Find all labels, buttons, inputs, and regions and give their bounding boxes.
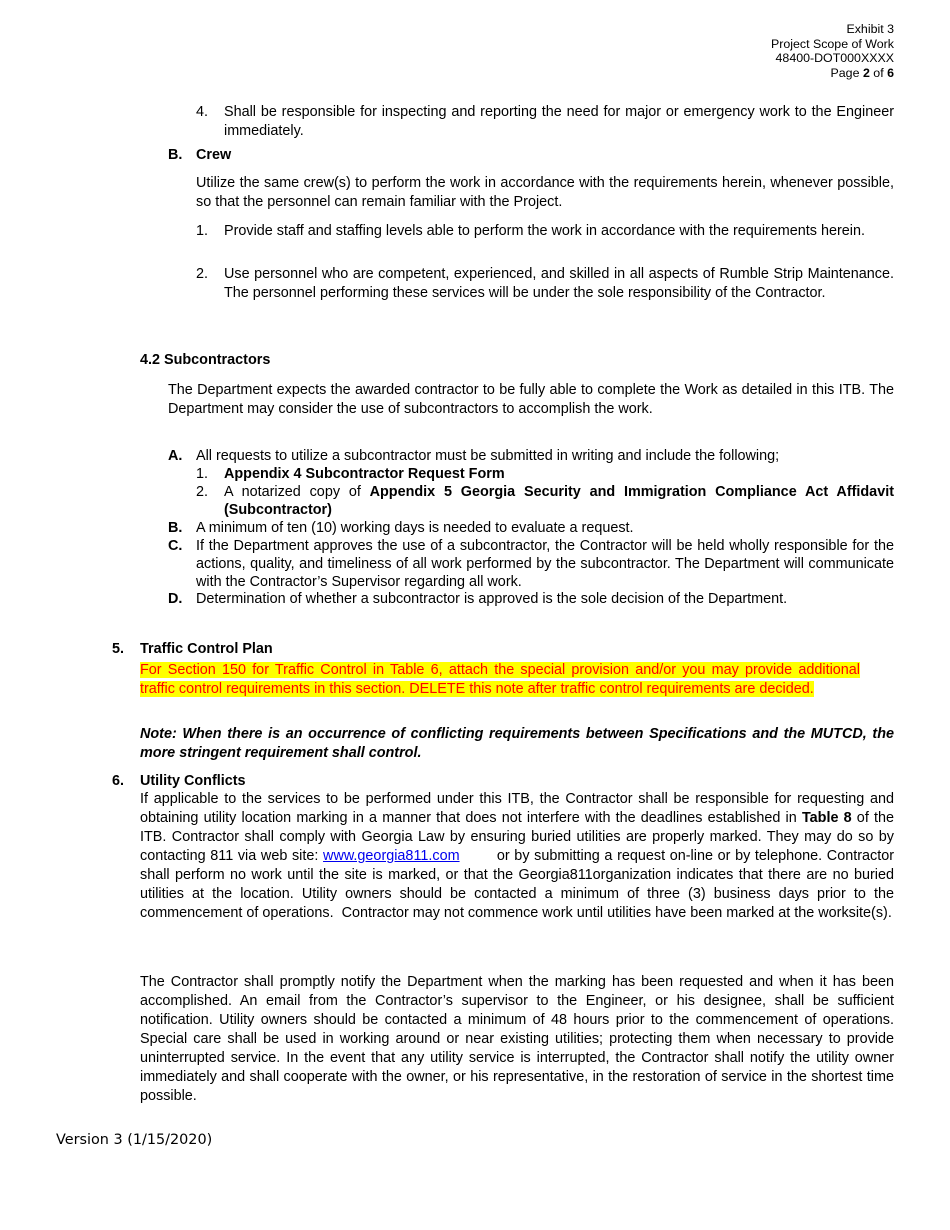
traffic-number: 5. [112,641,125,657]
utility-paragraph-2: The Contractor shall promptly notify the Department when the marking has been requested and when it has been accomplished. An email from the Contractor’s supervisor to the Engineer, or his designee, shall be sufficient notification. Utility owners should be contacted a minimum of 48 hours prior to the commencement of operations. Special care shall be used in working around or near existing utilities; protecting them when necessary to provide uninterrupted service. In the event that any utility service is interrupted, the Contractor shall notify the utility owner immediately and shall cooperate with the owner, or his representative, in the restoration of service in the shortest time possible. [140,974,894,1104]
sub-a-text: All requests to utilize a subcontractor must be submitted in writing and include the following; [196,448,780,464]
sub-b-text: A minimum of ten (10) working days is needed to evaluate a request. [196,520,634,536]
subcontractors-intro: The Department expects the awarded contractor to be fully able to complete the Work as detailed in this ITB. The Department may consider the use of subcontractors to accomplish the work. [168,382,894,417]
crew-item-1-text: Provide staff and staffing levels able to perform the work in accordance with the requirements herein. [224,223,865,239]
traffic-mutcd-note: Note: When there is an occurrence of conflicting requirements between Specifications and the MUTCD, the more stringent requirement shall control. [140,726,894,761]
crew-item-1-number: 1. [196,223,209,239]
sub-a2-text: A notarized copy of Appendix 5 Georgia Security and Immigration Compliance Act Affidavit (Subcontractor) [224,484,894,518]
traffic-highlight-note: For Section 150 for Traffic Control in Table 6, attach the special provision and/or you may provide additional traffic control requirements in this section. DELETE this note after traffic control requirements are decided. [140,662,860,697]
georgia811-link[interactable]: www.georgia811.com [323,848,460,864]
sub-c-text: If the Department approves the use of a subcontractor, the Contractor will be held wholly responsible for the actions, quality, and timeliness of all work performed by the subcontractor. The Department will communicate with the Contractor’s Supervisor regarding all work. [196,538,894,590]
sub-a-letter: A. [168,448,183,464]
sub-a2-number: 2. [196,484,209,500]
subcontractors-heading: 4.2 Subcontractors [140,352,271,368]
crew-heading: Crew [196,147,232,163]
header-page-number: Page 2 of 6 [830,65,894,80]
crew-item-2-number: 2. [196,266,209,282]
header-exhibit: Exhibit 3 [846,22,894,36]
sub-a1-text: Appendix 4 Subcontractor Request Form [224,466,505,482]
header-title: Project Scope of Work [770,36,894,51]
utility-paragraph-1: If applicable to the services to be performed under this ITB, the Contractor shall be responsible for requesting and obtaining utility location marking in a manner that does not interfere with the deadlines established in Table 8 of the ITB. Contractor shall comply with Georgia Law by ensuring buried utilities are properly marked. They may do so by contacting 811 via web site: www.georgia811.com or by submitting a request on-line or by telephone. Contractor shall perform no work until the site is marked, or that the Georgia811organization indicates that there are no buried utilities at the location. Utility owners should be contacted a minimum of three (3) business days prior to the commencement of operations. Contractor may not commence work until utilities have been marked at the worksite(s). [140,791,898,921]
crew-item-2-text: Use personnel who are competent, experienced, and skilled in all aspects of Rumble Strip Maintenance. The personnel performing these services will be under the sole responsibility of the Contractor. [224,266,894,301]
crew-intro: Utilize the same crew(s) to perform the work in accordance with the requirements herein, whenever possible, so that the personnel can remain familiar with the Project. [196,175,894,210]
item-4-text: Shall be responsible for inspecting and reporting the need for major or emergency work to the Engineer immediately. [224,104,894,139]
sub-b-letter: B. [168,520,183,536]
version-footer: Version 3 (1/15/2020) [56,1132,213,1148]
utility-number: 6. [112,773,125,789]
sub-a1-number: 1. [196,466,209,482]
item-4-number: 4. [196,104,209,120]
page-header [771,22,894,80]
traffic-heading: Traffic Control Plan [140,641,273,657]
sub-d-letter: D. [168,591,183,607]
header-contract-number: 48400-DOT000XXXX [775,51,894,66]
sub-d-text: Determination of whether a subcontractor is approved is the sole decision of the Department. [196,591,788,607]
utility-heading: Utility Conflicts [140,773,246,789]
crew-letter: B. [168,147,183,163]
sub-c-letter: C. [168,538,183,554]
